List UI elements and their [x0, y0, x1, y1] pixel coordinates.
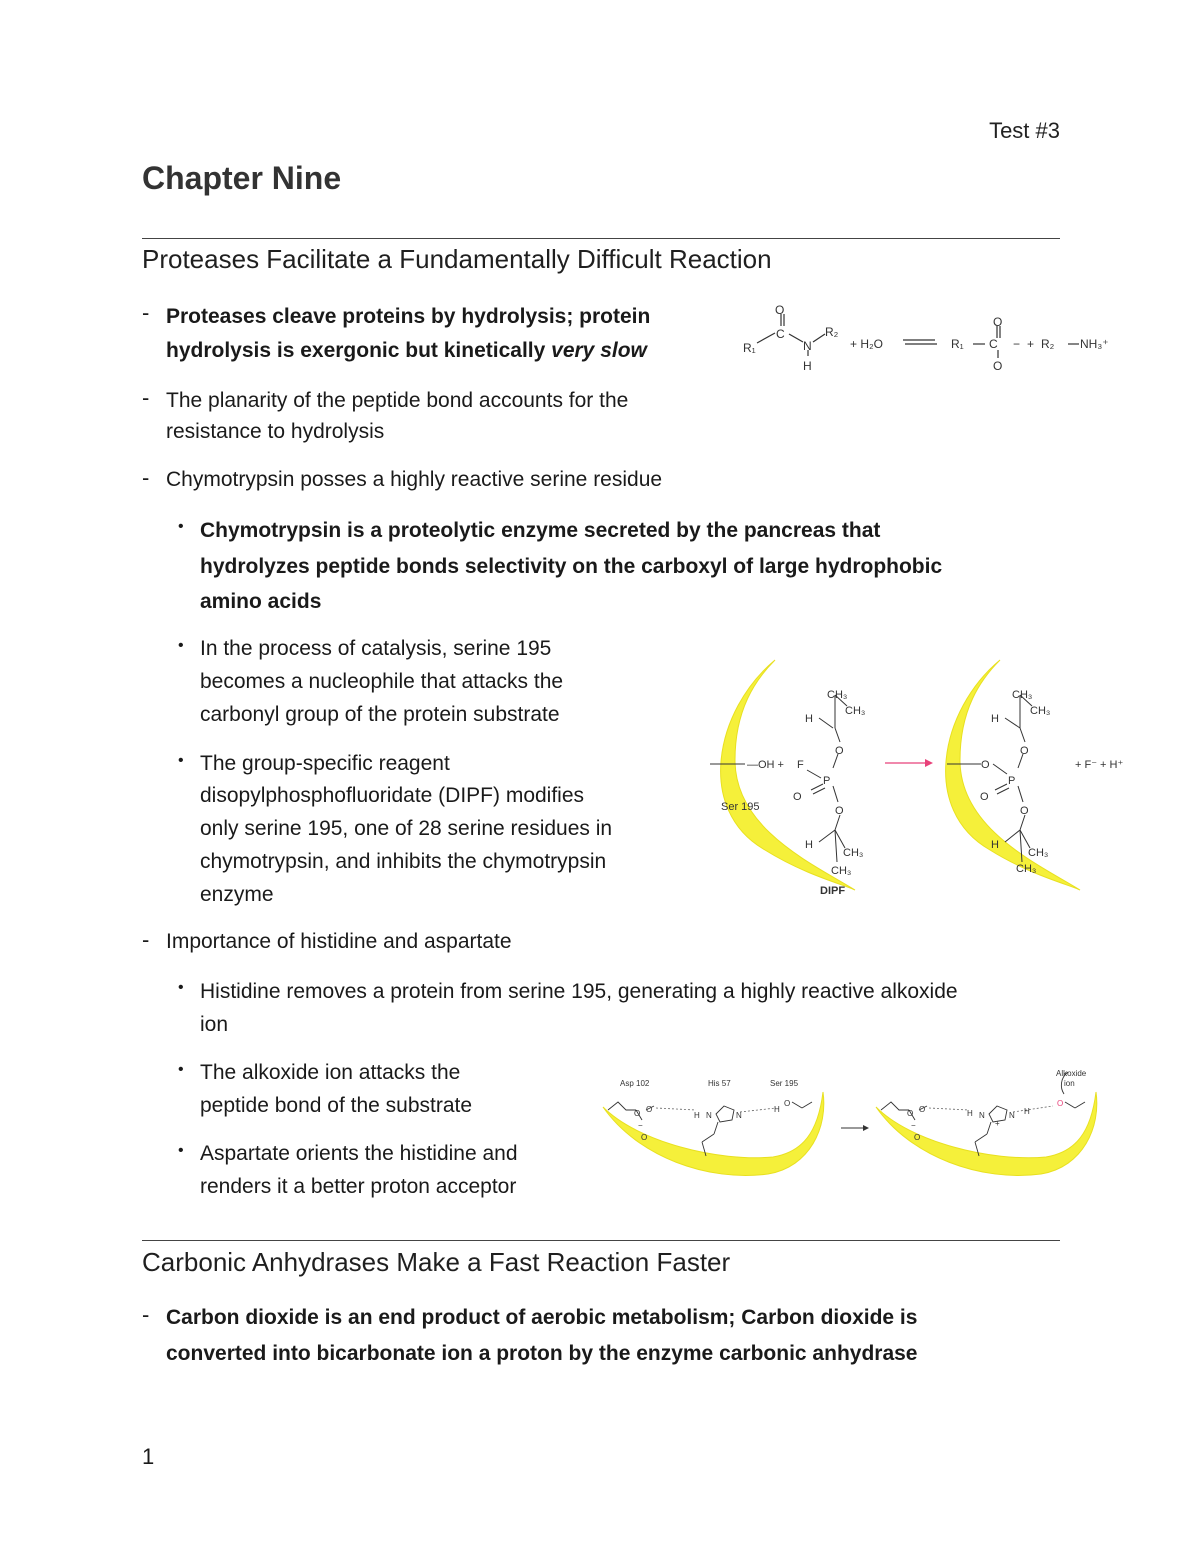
chem-label: O — [907, 1109, 914, 1118]
sub-chymotrypsin-line2: hydrolyzes peptide bonds selectivity on the carboxyl of large hydrophobic — [200, 555, 943, 578]
chem-label: CH₃ — [1030, 705, 1051, 717]
divider — [142, 238, 1060, 239]
chem-label: H — [774, 1105, 780, 1114]
chem-label: O — [981, 759, 990, 771]
sub-histidine-line1: Histidine removes a protein from serine 195, generating a highly reactive alkoxide — [200, 980, 958, 1003]
chem-label: H — [805, 839, 813, 851]
chem-label: O — [775, 303, 785, 317]
bullet-proteases-line2 — [166, 334, 647, 367]
bullet-carbon-dioxide-line2: converted into bicarbonate ion a proton by the enzyme carbonic anhydrase — [166, 1342, 918, 1365]
dot-bullet: • — [178, 518, 184, 535]
sub-catalysis-line2: becomes a nucleophile that attacks the — [200, 670, 564, 693]
chem-label: O — [646, 1105, 653, 1114]
chem-label: Ser 195 — [721, 801, 760, 813]
sub-catalysis-line3: carbonyl group of the protein substrate — [200, 703, 560, 726]
chem-label: CH₃ — [845, 705, 866, 717]
chem-label: + — [1027, 337, 1035, 351]
chem-label: O — [641, 1133, 648, 1142]
bullet-proteases-emphasis: very slow — [551, 339, 647, 362]
chem-label: − — [911, 1121, 916, 1130]
chem-label: O — [835, 745, 844, 757]
chem-label: P — [1008, 775, 1016, 787]
chem-label: Ser 195 — [770, 1079, 799, 1088]
chem-label: O — [914, 1133, 921, 1142]
chem-label: NH₃⁺ — [1080, 337, 1109, 351]
chem-label: ion — [1064, 1079, 1075, 1088]
divider — [142, 1240, 1060, 1241]
chem-label: O — [919, 1105, 926, 1114]
dash-bullet: - — [142, 465, 150, 490]
sub-histidine-line2: ion — [200, 1013, 229, 1036]
chem-label: H — [991, 713, 999, 725]
section-title-proteases: Proteases Facilitate a Fundamentally Difficult Reaction — [142, 244, 772, 274]
chem-label: O — [835, 805, 844, 817]
arrow-head — [863, 1125, 869, 1131]
chem-label: O — [993, 315, 1003, 329]
chem-label: + — [995, 1119, 1000, 1128]
bullet-planarity-line2: resistance to hydrolysis — [166, 420, 385, 443]
dash-bullet: - — [142, 927, 150, 952]
chem-label: O — [634, 1109, 641, 1118]
bullet-carbon-dioxide-line1: Carbon dioxide is an end product of aerobic metabolism; Carbon dioxide is — [166, 1306, 918, 1329]
sub-alkoxide-line1: The alkoxide ion attacks the — [200, 1061, 461, 1084]
chem-label: N — [736, 1111, 742, 1120]
chem-label: R₁ — [951, 337, 964, 351]
chem-label: H — [1024, 1107, 1030, 1116]
sub-chymotrypsin-line3: amino acids — [200, 590, 322, 613]
chem-label: F — [797, 759, 804, 771]
chem-label: O — [980, 791, 989, 803]
chem-label: CH₃ — [1016, 863, 1037, 875]
dash-bullet: - — [142, 1302, 150, 1327]
chem-label: R₂ — [1041, 337, 1055, 351]
sub-dipf-line3: only serine 195, one of 28 serine residues in — [200, 817, 613, 840]
chem-label: − — [1013, 337, 1021, 351]
chem-label: Alkoxide — [1056, 1069, 1087, 1078]
sub-dipf-line5: enzyme — [200, 883, 274, 906]
chem-label: + F⁻ + H⁺ — [1075, 759, 1124, 771]
sub-aspartate-line2: renders it a better proton acceptor — [200, 1175, 517, 1198]
sub-dipf-line2: disopylphosphofluoridate (DIPF) modifies — [200, 784, 585, 807]
chem-label: H — [967, 1109, 973, 1118]
sub-aspartate-line1: Aspartate orients the histidine and — [200, 1142, 518, 1165]
chem-label: CH₃ — [843, 847, 864, 859]
chem-label: O — [784, 1099, 791, 1108]
chem-label: —OH + — [747, 759, 784, 771]
chem-label: O — [1020, 805, 1029, 817]
chem-label: N — [979, 1111, 985, 1120]
arrow-head — [925, 759, 933, 767]
dot-bullet: • — [178, 1142, 184, 1159]
chem-label: N — [803, 339, 812, 353]
figure-catalytic-triad — [598, 1062, 1118, 1192]
figure-peptide-hydrolysis — [735, 298, 1115, 378]
chem-label: H — [803, 359, 812, 373]
chem-label: O — [1020, 745, 1029, 757]
chem-label: O — [1057, 1099, 1064, 1108]
chem-label: C — [776, 327, 785, 341]
dot-bullet: • — [178, 1061, 184, 1078]
chem-label: C — [989, 337, 998, 351]
chem-label: N — [706, 1111, 712, 1120]
chem-label: Asp 102 — [620, 1079, 650, 1088]
sub-dipf-line1: The group-specific reagent — [200, 752, 450, 775]
dot-bullet: • — [178, 979, 184, 996]
dash-bullet: - — [142, 385, 150, 410]
sub-dipf-line4: chymotrypsin, and inhibits the chymotrypsin — [200, 850, 607, 873]
page-number: 1 — [142, 1444, 155, 1469]
chem-label: O — [793, 791, 802, 803]
sub-catalysis-line1: In the process of catalysis, serine 195 — [200, 637, 552, 660]
chem-label: H — [991, 839, 999, 851]
dot-bullet: • — [178, 637, 184, 654]
chem-label: CH₃ — [1028, 847, 1049, 859]
chem-label: CH₃ — [827, 689, 848, 701]
chem-label: His 57 — [708, 1079, 731, 1088]
chem-label: R₁ — [743, 341, 756, 355]
chapter-title: Chapter Nine — [142, 160, 342, 196]
chem-label: + H₂O — [850, 337, 883, 351]
chem-label: DIPF — [820, 885, 846, 897]
chem-label: H — [805, 713, 813, 725]
chem-label: P — [823, 775, 831, 787]
chem-label: H — [694, 1111, 700, 1120]
chem-label: N — [1009, 1111, 1015, 1120]
chem-label: − — [638, 1121, 643, 1130]
figure-dipf-reaction — [695, 650, 1160, 910]
bullet-proteases-text: hydrolysis is exergonic but kinetically — [166, 339, 546, 362]
chem-label: CH₃ — [831, 865, 852, 877]
test-label: Test #3 — [989, 118, 1060, 143]
section-title-carbonic: Carbonic Anhydrases Make a Fast Reaction Faster — [142, 1247, 731, 1277]
bullet-chymotrypsin: Chymotrypsin posses a highly reactive serine residue — [166, 468, 663, 491]
sub-alkoxide-line2: peptide bond of the substrate — [200, 1094, 473, 1117]
bullet-planarity-line1: The planarity of the peptide bond accounts for the — [166, 389, 629, 412]
bullet-histidine-aspartate: Importance of histidine and aspartate — [166, 930, 512, 953]
chem-label: CH₃ — [1012, 689, 1033, 701]
sub-chymotrypsin-line1: Chymotrypsin is a proteolytic enzyme secreted by the pancreas that — [200, 519, 881, 542]
dash-bullet: - — [142, 300, 150, 325]
chem-label: O — [993, 359, 1003, 373]
chem-label: R₂ — [825, 325, 839, 339]
bullet-proteases-line1: Proteases cleave proteins by hydrolysis; protein — [166, 305, 651, 328]
dot-bullet: • — [178, 752, 184, 769]
